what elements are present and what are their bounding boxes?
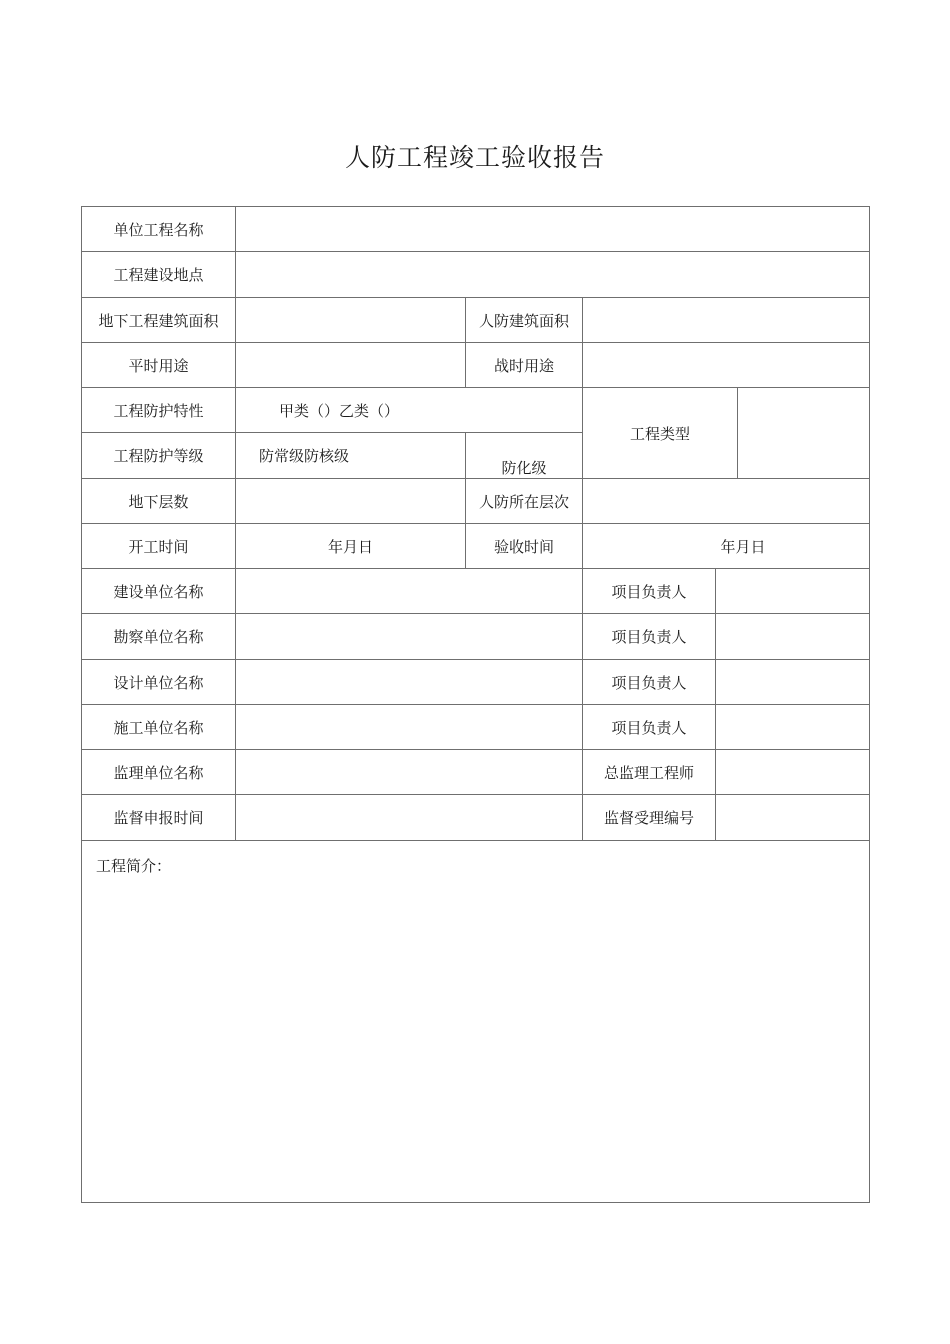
chemical-level-label: 防化级 (501, 458, 547, 477)
acceptance-number-label: 监督受理编号 (603, 809, 694, 827)
protection-level-options[interactable]: 防常级防核级 (259, 447, 350, 465)
underground-floors-label: 地下层数 (128, 492, 189, 511)
project-type-field[interactable] (738, 388, 869, 478)
design-leader-field[interactable] (716, 660, 869, 704)
supervision-unit-field[interactable] (236, 750, 582, 794)
site-field[interactable] (236, 252, 869, 297)
builder-leader-field[interactable] (716, 705, 869, 749)
supervision-unit-label: 监理单位名称 (113, 763, 204, 782)
wartime-use-label: 战时用途 (493, 356, 554, 375)
construction-unit-field[interactable] (236, 569, 582, 613)
peacetime-use-field[interactable] (236, 343, 465, 387)
wartime-use-field[interactable] (583, 343, 869, 387)
underground-floors-field[interactable] (236, 479, 465, 523)
site-label: 工程建设地点 (113, 266, 204, 284)
civil-defense-area-field[interactable] (583, 298, 869, 342)
builder-unit-label: 施工单位名称 (113, 718, 204, 737)
civil-defense-floor-field[interactable] (583, 479, 869, 523)
builder-unit-field[interactable] (236, 705, 582, 749)
peacetime-use-label: 平时用途 (128, 356, 189, 375)
report-date-label: 监督申报时间 (113, 809, 204, 827)
underground-area-field[interactable] (236, 298, 465, 342)
start-date-field[interactable]: 年月日 (327, 537, 373, 556)
civil-defense-floor-label: 人防所在层次 (478, 492, 569, 511)
row-divider (82, 840, 869, 841)
chief-supervisor-label: 总监理工程师 (603, 763, 694, 782)
acceptance-form-table (81, 206, 870, 1203)
protection-feature-options[interactable]: 甲类（）乙类（） (279, 401, 400, 420)
survey-leader-field[interactable] (716, 614, 869, 659)
project-leader-label: 项目负责人 (611, 718, 687, 737)
project-summary-label: 工程简介： (96, 856, 172, 875)
acceptance-date-label: 验收时间 (493, 537, 554, 556)
construction-leader-field[interactable] (716, 569, 869, 613)
civil-defense-area-label: 人防建筑面积 (478, 311, 569, 330)
acceptance-date-field[interactable]: 年月日 (720, 537, 766, 556)
document-title: 人防工程竣工验收报告 (344, 143, 605, 172)
project-type-label: 工程类型 (629, 424, 690, 443)
start-date-label: 开工时间 (128, 537, 189, 556)
chief-supervisor-field[interactable] (716, 750, 869, 794)
survey-unit-label: 勘察单位名称 (113, 628, 204, 646)
design-unit-field[interactable] (236, 660, 582, 704)
survey-unit-field[interactable] (236, 614, 582, 659)
project-leader-label: 项目负责人 (611, 582, 687, 601)
project-name-label: 单位工程名称 (113, 220, 204, 239)
report-date-field[interactable] (236, 795, 582, 840)
project-leader-label: 项目负责人 (611, 673, 687, 692)
protection-level-label: 工程防护等级 (113, 447, 204, 465)
design-unit-label: 设计单位名称 (113, 673, 204, 692)
construction-unit-label: 建设单位名称 (113, 582, 204, 601)
protection-feature-label: 工程防护特性 (113, 401, 204, 420)
project-name-field[interactable] (236, 207, 869, 251)
project-leader-label: 项目负责人 (611, 628, 687, 646)
underground-area-label: 地下工程建筑面积 (98, 311, 219, 330)
project-summary-field[interactable] (82, 881, 869, 1201)
acceptance-number-field[interactable] (716, 795, 869, 840)
